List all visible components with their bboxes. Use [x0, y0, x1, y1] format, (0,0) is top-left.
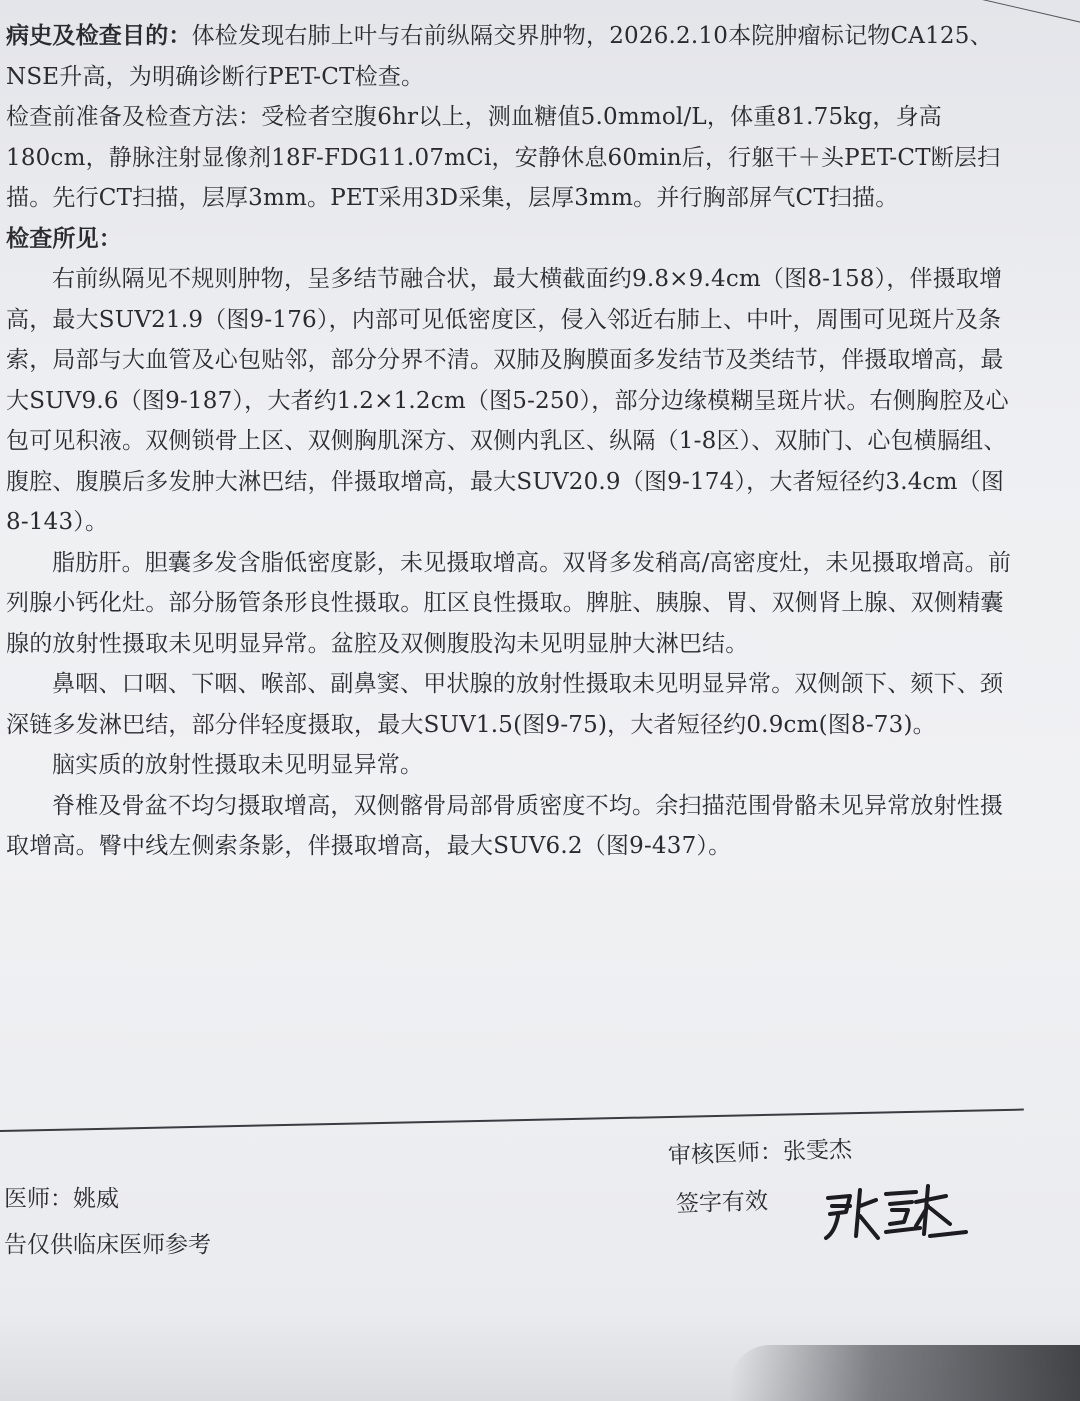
handwritten-signature	[820, 1176, 970, 1246]
prep-text: 受检者空腹6hr以上，测血糖值5.0mmol/L，体重81.75kg，身高180cm，静脉注射显像剂18F-FDG11.07mCi，安静休息60min后，行躯干＋头PET-CT断层扫描。先行CT扫描，层厚3mm。PET采用3D采集，层厚3mm。并行胸部屏气CT扫描。	[6, 104, 1001, 211]
reviewer-label: 审核医师：张雯杰	[667, 1136, 853, 1170]
background-object-shadow	[730, 1345, 1080, 1401]
findings-paragraph-chest: 右前纵隔见不规则肿物，呈多结节融合状，最大横截面约9.8×9.4cm（图8-158），伴摄取增高，最大SUV21.9（图9-176），内部可见低密度区，侵入邻近右肺上、中叶，周围可见斑片及条索，局部与大血管及心包贴邻，部分分界不清。双肺及胸膜面多发结节及类结节，伴摄取增高，最大SUV9.6（图9-187），大者约1.2×1.2cm（图5-250），部分边缘模糊呈斑片状。右侧胸腔及心包可见积液。双侧锁骨上区、双侧胸肌深方、双侧内乳区、纵隔（1-8区）、双肺门、心包横膈组、腹腔、腹膜后多发肿大淋巴结，伴摄取增高，最大SUV20.9（图9-174），大者短径约3.4cm（图8-143）。	[6, 266, 1009, 535]
findings-paragraph-brain: 脑实质的放射性摄取未见明显异常。	[52, 752, 424, 778]
doctor-label: 医师：姚威	[4, 1186, 119, 1212]
history-label: 病史及检查目的：	[6, 22, 192, 49]
prep-label: 检查前准备及检查方法：	[6, 104, 262, 130]
findings-paragraph-abdomen: 脂肪肝。胆囊多发含脂低密度影，未见摄取增高。双肾多发稍高/高密度灶，未见摄取增高。前列腺小钙化灶。部分肠管条形良性摄取。肛区良性摄取。脾脏、胰腺、胃、双侧肾上腺、双侧精囊腺的放射性摄取未见明显异常。盆腔及双侧腹股沟未见明显肿大淋巴结。	[6, 549, 1012, 657]
signature-valid-label: 签字有效	[675, 1188, 769, 1218]
history-text: 体检发现右肺上叶与右前纵隔交界肿物，2026.2.10本院肿瘤标记物CA125、NSE升高，为明确诊断行PET-CT检查。	[6, 23, 993, 90]
disclaimer-text: 告仅供临床医师参考	[4, 1232, 211, 1258]
findings-label: 检查所见：	[6, 224, 122, 252]
prep-section	[6, 97, 1016, 219]
footer-divider	[0, 1109, 1024, 1132]
findings-paragraph-bone: 脊椎及骨盆不均匀摄取增高，双侧髂骨局部骨质密度不均。余扫描范围骨骼未见异常放射性摄取增高。臀中线左侧索条影，伴摄取增高，最大SUV6.2（图9-437）。	[6, 792, 1004, 859]
history-section	[6, 16, 1016, 97]
findings-paragraph-head-neck: 鼻咽、口咽、下咽、喉部、副鼻窦、甲状腺的放射性摄取未见明显异常。双侧颌下、颏下、颈深链多发淋巴结，部分伴轻度摄取，最大SUV1.5(图9-75)，大者短径约0.9cm(图8-73)。	[6, 671, 1004, 738]
report-body	[6, 16, 1016, 867]
